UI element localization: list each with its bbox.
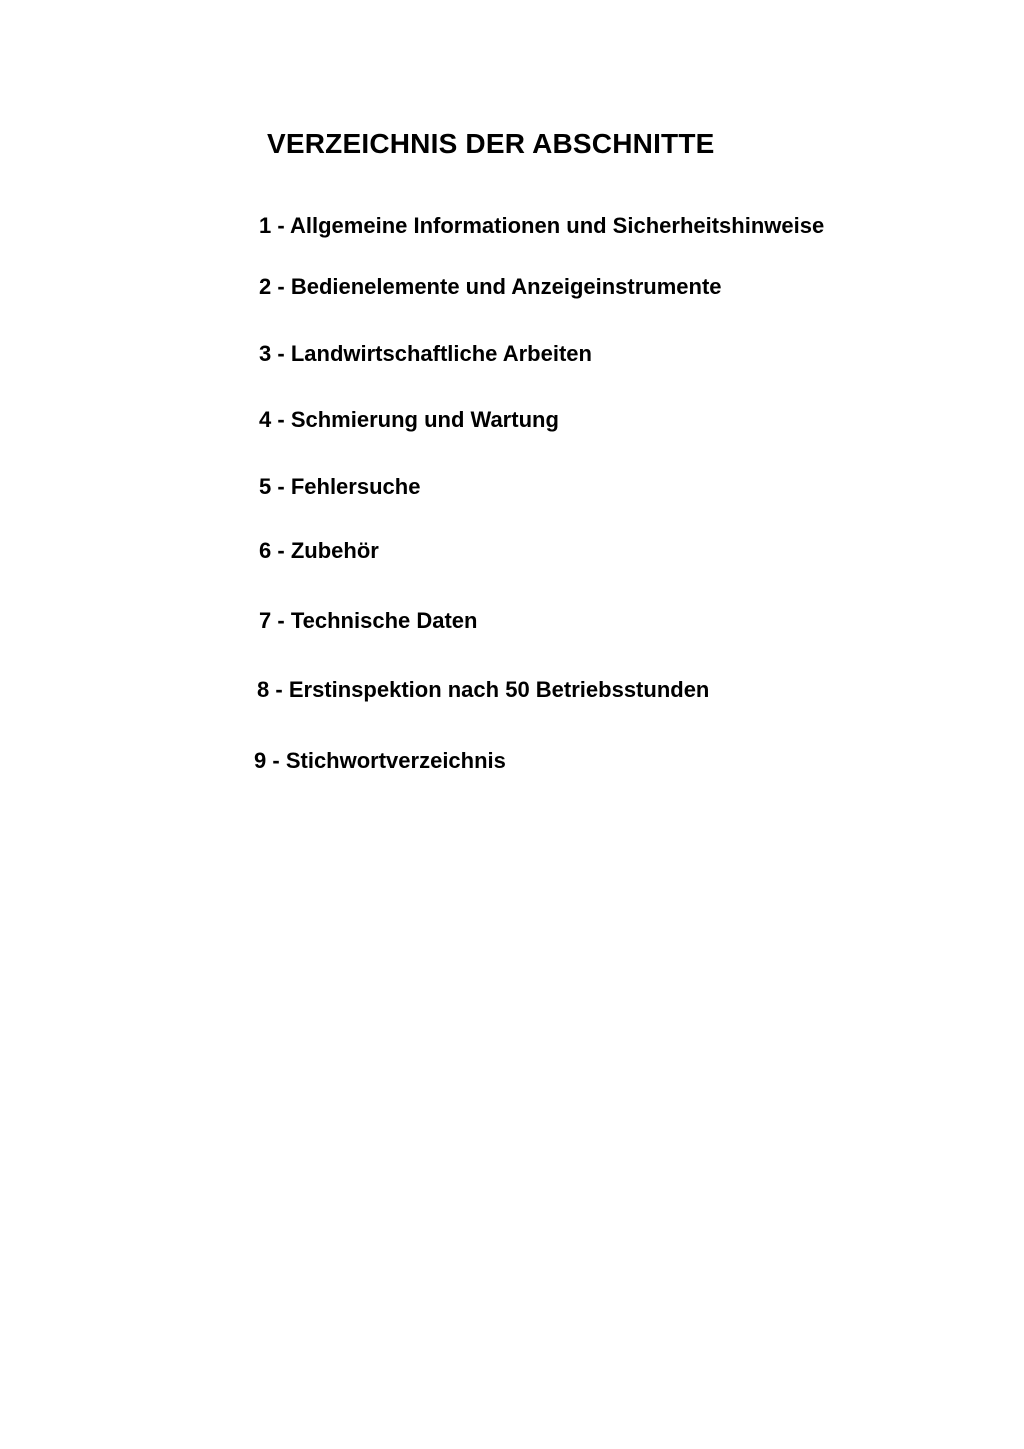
section-label: Allgemeine Informationen und Sicherheitshinweise: [290, 213, 825, 238]
section-item-9[interactable]: [254, 747, 506, 775]
section-item-1[interactable]: [259, 212, 824, 240]
section-label: Zubehör: [290, 538, 379, 563]
section-number: 1: [259, 213, 272, 238]
section-item-4[interactable]: [259, 406, 559, 434]
section-label: Technische Daten: [290, 608, 478, 633]
section-separator: -: [277, 341, 285, 366]
section-number: 4: [259, 407, 272, 432]
section-label: Bedienelemente und Anzeigeinstrumente: [290, 274, 722, 299]
section-separator: -: [277, 474, 285, 499]
section-number: 7: [259, 608, 272, 633]
section-number: 9: [254, 748, 267, 773]
section-number: 2: [259, 274, 272, 299]
section-item-2[interactable]: [259, 273, 722, 301]
section-number: 8: [257, 677, 270, 702]
section-label: Erstinspektion nach 50 Betriebsstunden: [288, 677, 710, 702]
section-item-3[interactable]: [259, 340, 592, 368]
page-title: VERZEICHNIS DER ABSCHNITTE: [267, 128, 715, 159]
section-number: 6: [259, 538, 272, 563]
section-separator: -: [275, 677, 283, 702]
section-number: 3: [259, 341, 272, 366]
section-label: Fehlersuche: [290, 474, 421, 499]
section-separator: -: [277, 274, 285, 299]
section-separator: -: [272, 748, 280, 773]
section-separator: -: [277, 538, 285, 563]
section-item-5[interactable]: [259, 473, 420, 501]
section-item-8[interactable]: [257, 676, 709, 704]
section-separator: -: [277, 608, 285, 633]
section-separator: -: [277, 213, 285, 238]
section-label: Schmierung und Wartung: [290, 407, 559, 432]
section-label: Landwirtschaftliche Arbeiten: [290, 341, 592, 366]
section-separator: -: [277, 407, 285, 432]
section-item-7[interactable]: [259, 607, 477, 635]
section-label: Stichwortverzeichnis: [285, 748, 506, 773]
section-item-6[interactable]: [259, 537, 379, 565]
section-number: 5: [259, 474, 272, 499]
